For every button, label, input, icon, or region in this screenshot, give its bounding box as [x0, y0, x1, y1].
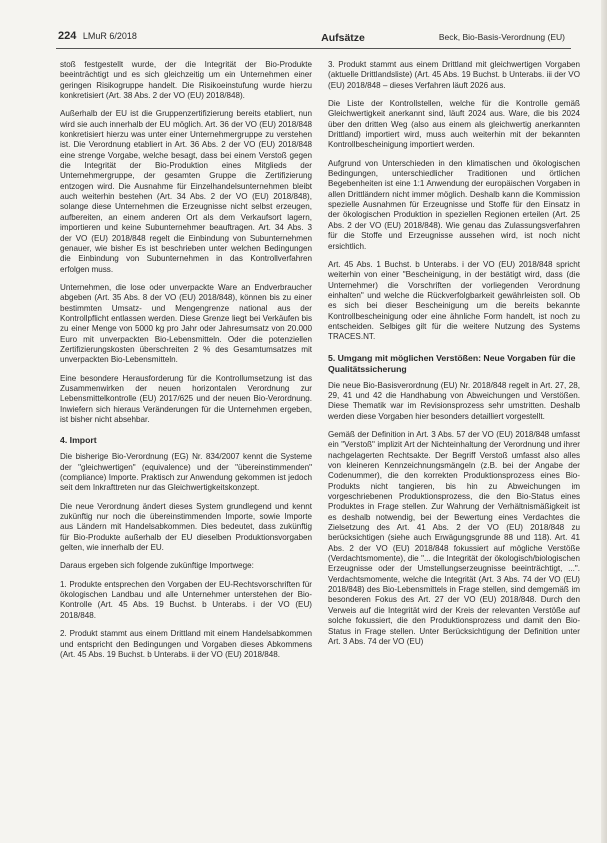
running-title: Beck, Bio-Basis-Verordnung (EU): [438, 32, 565, 42]
paragraph: Die neue Verordnung ändert dieses System grundlegend und kennt zukünftig nur noch die übereinstimmenden Importe, sowie Importe aus Ländern mit Handelsabkommen. Dies bedeutet, dass zukünftig für Bio-Produkte außerhalb der EU dieselben Produktionsvorgaben gelten, wie innerhalb der EU.: [60, 501, 312, 553]
paragraph: Gemäß der Definition in Art. 3 Abs. 57 der VO (EU) 2018/848 umfasst ein "Verstoß" implizit Art der Nichteinhaltung der Verordnung und ihrer nachgelagerten Rechtsakte. Der Begriff Verstoß umfasst also alles von kleineren Kennzeichnungsmängeln (z.B. bei der Angabe der Codenummer), die den korrekten Produktionsprozess eines Bio-Produkts nicht tangieren, bis hin zu Abweichungen im vorgeschriebenen Produktionsprozess, die den Bio-Status eines Produktes in Frage stellen. Zur Wahrung der Verhältnismäßigkeit ist es deshalb notwendig, bei der Bewertung eines Verdachtes die Zielsetzung des Art. 41 Abs. 2 der VO (EU) 2018/848 zu berücksichtigen (siehe auch Erwägungsgrunde 88 und 118). Art. 41 Abs. 2 der VO (EU) 2018/848 fokussiert auf mögliche Verstöße (Verdachtsmomente), die "... die Integrität der ökologisch/biologischen Erzeugnisse oder der Umstellungserzeugnisse beeinträchtigt, ...". Verdachtsmomente, welche die Integrität (Art. 3 Abs. 74 der VO (EU) 2018/848) des Bio-Lebensmittels in Frage stellen, sind demgemäß im besonderen Fokus des Art. 27 der VO (EU) 2018/848. Durch den Verweis auf die Integrität wird der Kreis der relevanten Verstöße auf solche fokussiert, die den Produktionsprozess und damit den Bio-Status in Frage stellen. Unter Berücksichtigung der Definition unter Art. 3 Abs. 74 der VO (EU): [328, 429, 580, 646]
list-item: 3. Produkt stammt aus einem Drittland mit gleichwertigen Vorgaben (aktuelle Drittlandsliste) (Art. 45 Abs. 19 Buchst. b Unterabs. iii der VO (EU) 2018/848 – dieses Verfahren läuft 2026 aus.: [328, 60, 580, 90]
paragraph: Eine besondere Herausforderung für die Kontrollumsetzung ist das Zusammenwirken der neuen horizontalen Verordnung zur Lebensmittelkontrolle (EU) 2017/625 und der neuen Bio-Verordnung. Inwiefern sich hieraus Veränderungen für die Unternehmen ergeben, ist bisher nicht absehbar.: [60, 373, 312, 424]
header-left: [58, 30, 137, 42]
list-item: 2. Produkt stammt aus einem Drittland mit einem Handelsabkommen und entspricht den Bedingungen und Vorgaben dieses Abkommens (Art. 45 Abs. 19 Buchst. b Unterabs. ii der VO (EU) 2018/848.: [60, 629, 312, 659]
list-item: 1. Produkte entsprechen den Vorgaben der EU-Rechtsvorschriften für ökologischen Landbau und alle Unternehmer unterstehen der Bio-Kontrolle (Art. 45 Abs. 19 Buchst. b Unterabs. i der VO (EU) 2018/848.: [60, 579, 312, 620]
section-title: Aufsätze: [321, 32, 365, 44]
paragraph: Daraus ergeben sich folgende zukünftige Importwege:: [60, 561, 254, 571]
journal-name: LMuR 6/2018: [82, 31, 137, 41]
paragraph: Unternehmen, die lose oder unverpackte Ware an Endverbraucher abgeben (Art. 35 Abs. 8 der VO (EU) 2018/848), können bis zu einer bestimmten Umsatz- und Mengengrenze national aus der Kontrollpflicht entlassen werden. Diese Grenze liegt bei Verkäufen bis zu einer Menge von 5000 kg pro Jahr oder Jahresumsatz von 20.000 Euro mit unverpackten Bio-Lebensmitteln. Oder die potenziellen Zertifizierungskosten überschreiten 2 % des Gesamtumsatzes mit unverpackten Bio-Lebensmitteln.: [60, 282, 312, 365]
paragraph: Aufgrund von Unterschieden in den klimatischen und ökologischen Bedingungen, unterschiedlicher Traditionen und örtlichen Begebenheiten ist eine 1:1 Anwendung der europäischen Vorgaben in allen Drittländern nicht immer möglich. Deshalb kann die Kommission spezielle Ausnahmen für Erzeugnisse und Stoffe für den Einsatz in der ökologischen Produktion in speziellen Regionen erteilen (Art. 25 Abs. 2 der VO (EU) 2018/848). Wie genau das Zulassungsverfahren für die Stoffe und Erzeugnisse aussehen wird, ist noch nicht ersichtlich.: [328, 158, 580, 251]
paragraph: Außerhalb der EU ist die Gruppenzertifizierung bereits etabliert, nun wird sie auch innerhalb der EU möglich. Art. 36 der VO (EU) 2018/848 konkretisiert hierzu was unter einer Unternehmergruppe zu verstehen ist. Die Verordnung etabliert in Art. 36 Abs. 2 der VO (EU) 2018/848 eine strenge Vorgabe, welche besagt, dass bei einem Verstoß gegen die Integrität der Bio-Produktion eines Mitglieds der Unternehmergruppe, der gesamten Gruppe die Zertifizierung entzogen wird. Die Ausnahme für Einzelhandelsunternehmen bleibt auch weiterhin bestehen (Art. 34 Abs. 2 der VO (EU) 2018/848), solange diese Unternehmen die Erzeugnisse nicht selbst erzeugen, aufbereiten, an einem anderen Ort als dem Verkaufsort lagern, importieren und keine Subunternehmer beauftragen. Art. 34 Abs. 3 der VO (EU) 2018/848 regelt die Einbindung von Subunternehmen genauer, wie bisher Es ist beschrieben unter welchen Bedingungen die Einbindung von Subunternehmen in das Kontrollverfahren erfolgen muss.: [60, 109, 312, 274]
page-edge-shadow: [601, 0, 607, 843]
paragraph: Die Liste der Kontrollstellen, welche für die Kontrolle gemäß Gleichwertigkeit anerkannt sind, läuft 2024 aus. Ware, die bis 2024 über den dritten Weg (also aus einem als gleichwertig anerkannten Drittland) importiert wird, muss auch weiterhin mit der bekannten Kontrollbescheinigung importiert werden.: [328, 99, 580, 150]
paragraph: Die bisherige Bio-Verordnung (EG) Nr. 834/2007 kennt die Systeme der "gleichwertigen" (equivalence) und der "übereinstimmenden" (compliance) Importe. Praktisch zur Anwendung gekommen ist jedoch seit dem Inkrafttreten nur das Gleichwertigkeitskonzept.: [60, 452, 312, 493]
header-rule: [56, 48, 571, 49]
page-number: 224: [58, 30, 77, 42]
page-header: [48, 22, 571, 50]
left-column: [60, 60, 312, 668]
section-heading: 4. Import: [60, 435, 97, 446]
paragraph: stoß festgestellt wurde, der die Integrität der Bio-Produkte beeinträchtigt und es sich gleichzeitig um ein Unternehmen einer geringen Risikogruppe handelt. Die Risikoeinstufung wurde hierzu konkretisiert (Art. 38 Abs. 2 der VO (EU) 2018/848).: [60, 60, 312, 101]
right-column: [328, 60, 580, 655]
paragraph: Art. 45 Abs. 1 Buchst. b Unterabs. i der VO (EU) 2018/848 spricht weiterhin von einer "Bescheinigung, in der bestätigt wird, dass (die Unternehmer) die Vorschriften der vorliegenden Verordnung einhalten" und welche die Rückverfolgbarkeit gewährleisten soll. Ob es sich bei dieser Bescheinigung um die bereits bekannte Kontrollbescheinigung oder eine ähnliche Form handelt, ist noch zu entscheiden. Selbiges gilt für die weitere Nutzung des Systems TRACES.NT.: [328, 259, 580, 342]
paragraph: Die neue Bio-Basisverordnung (EU) Nr. 2018/848 regelt in Art. 27, 28, 29, 41 und 42 die Handhabung von Abweichungen und Verstößen. Diese Thematik war im Revisionsprozess sehr umstritten. Deshalb werden diese Vorgaben hier besonders detailliert vorgestellt.: [328, 380, 580, 421]
section-heading: 5. Umgang mit möglichen Verstößen: Neue Vorgaben für die Qualitätssicherung: [328, 352, 576, 374]
